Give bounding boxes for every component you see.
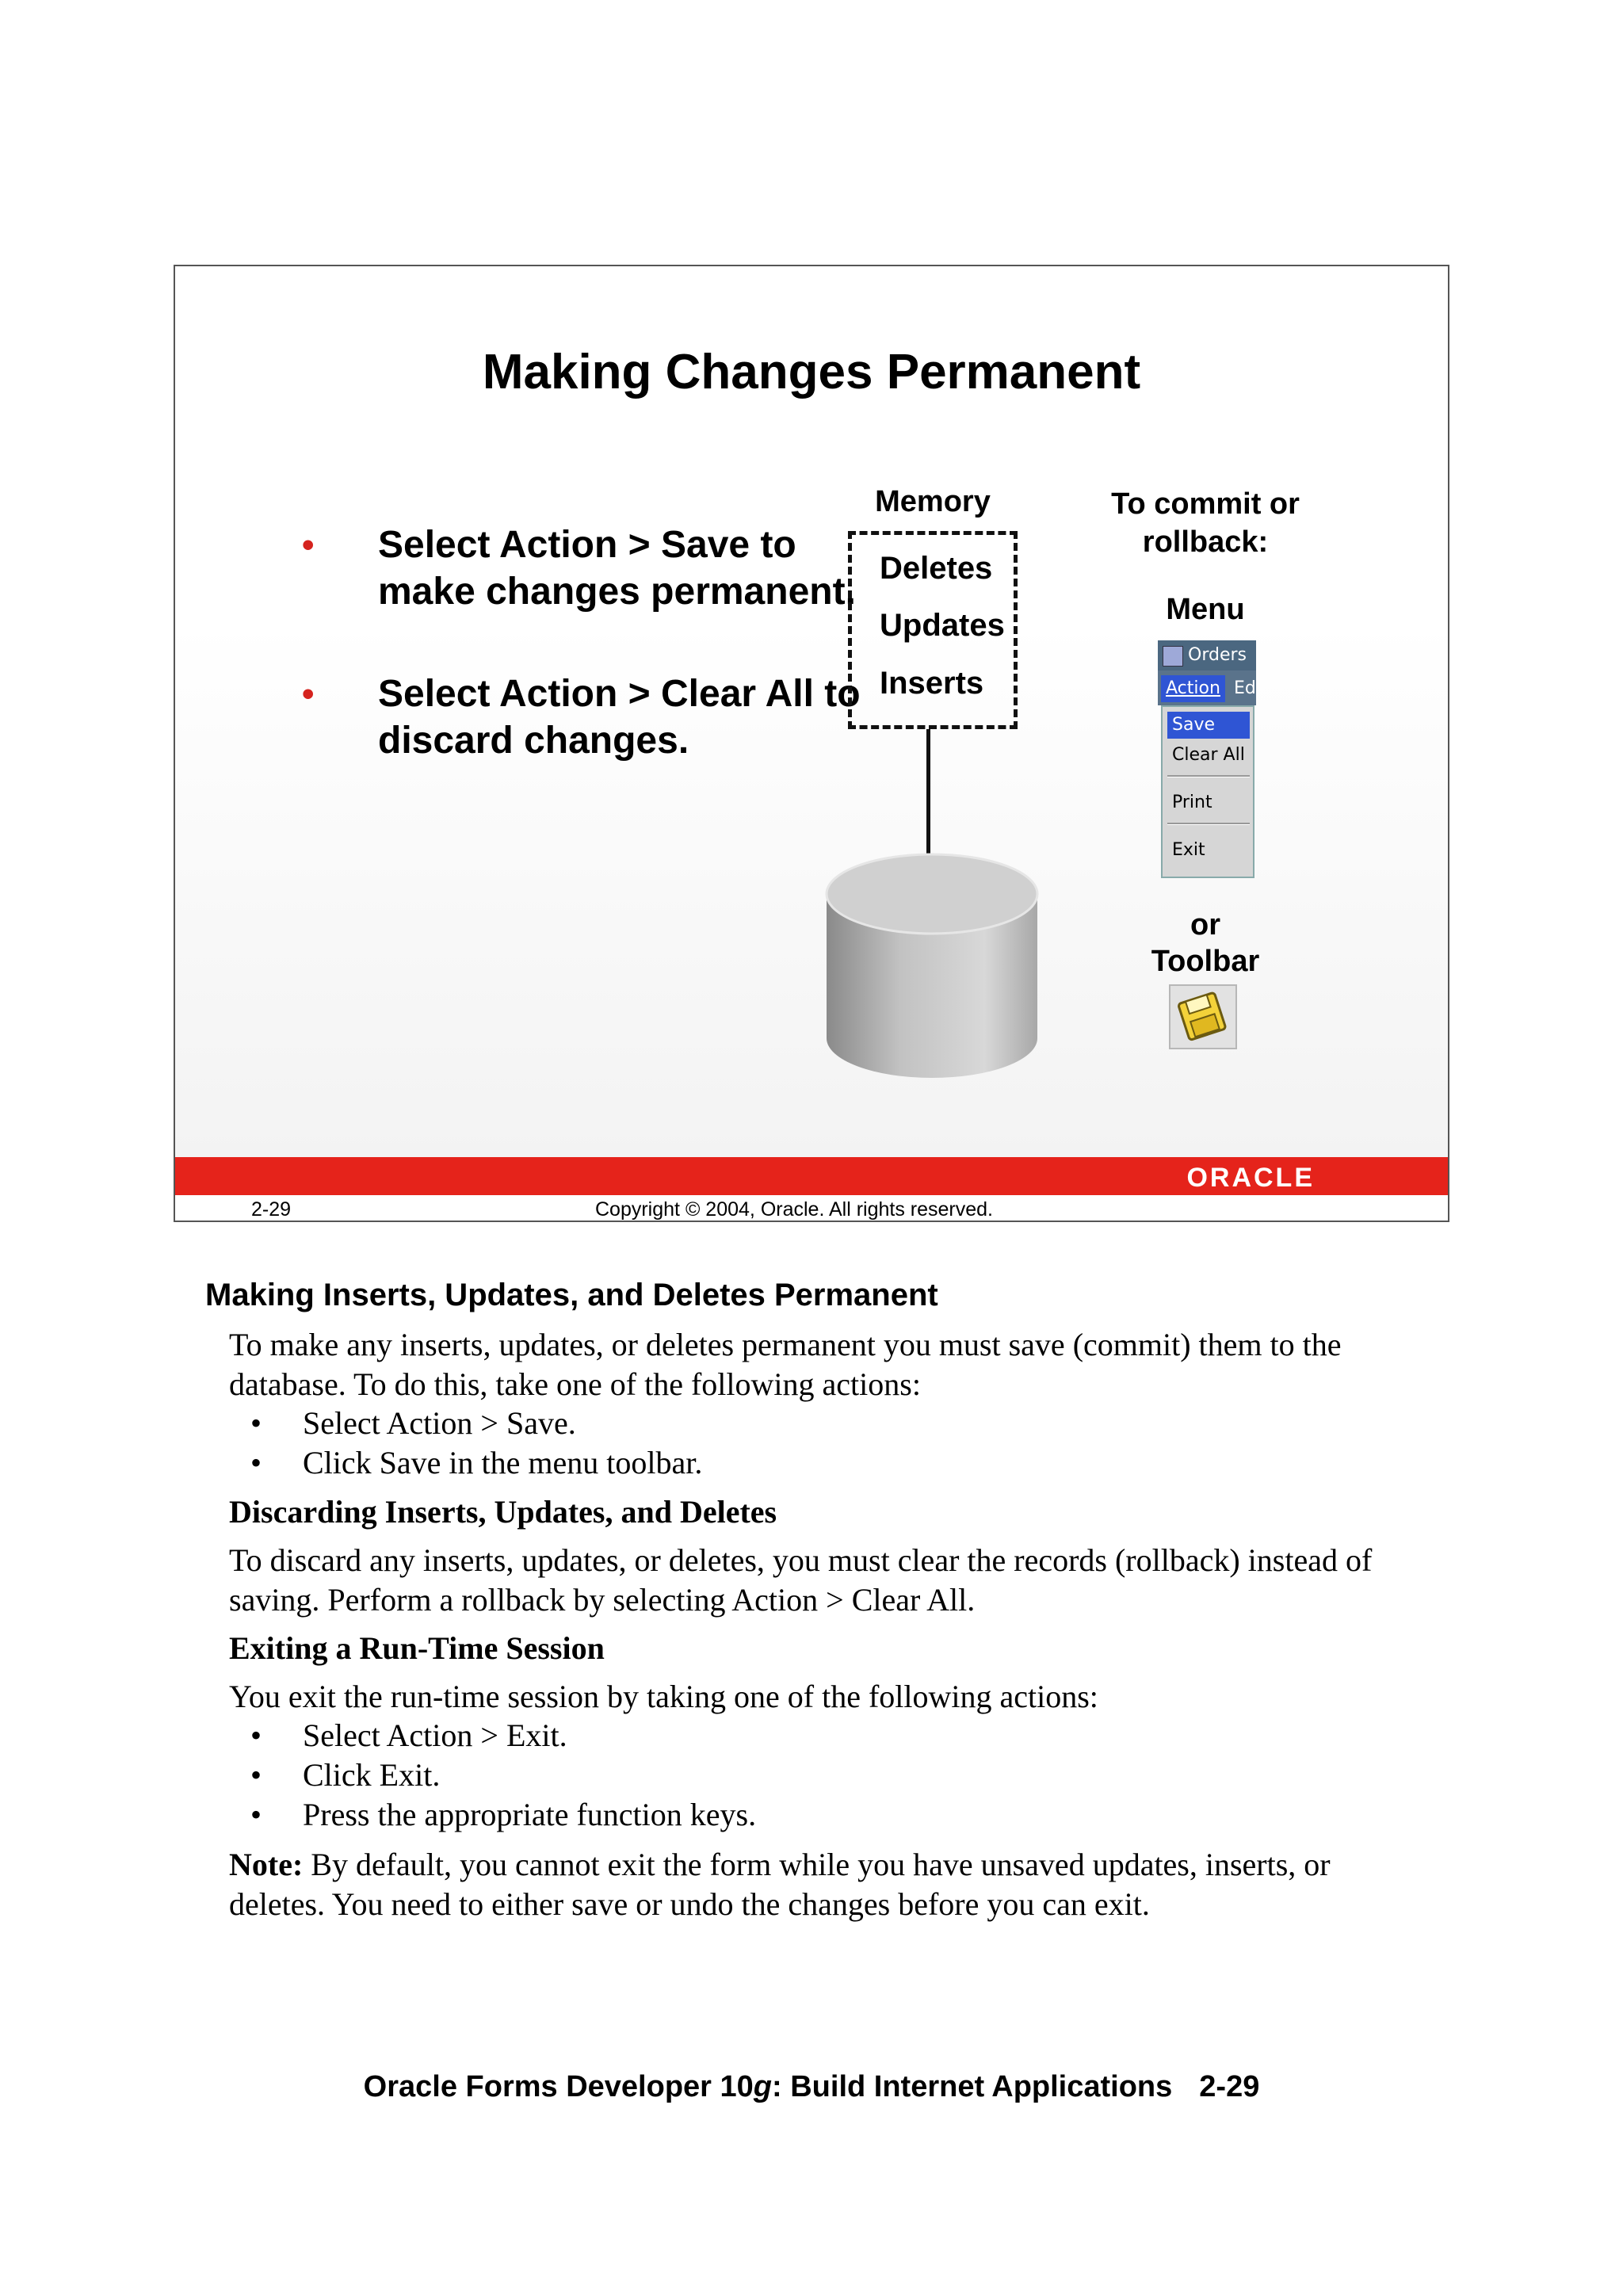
menu-item-save[interactable]: Save: [1167, 712, 1250, 739]
slide-page-number: 2-29: [251, 1198, 292, 1221]
list-item-text: Select Action > Exit.: [303, 1717, 567, 1753]
commit-rollback-label: To commit or rollback:: [1111, 487, 1300, 559]
footer-page-number: 2-29: [1199, 2070, 1260, 2103]
slide-title: Making Changes Permanent: [482, 345, 1141, 399]
discard-line2: saving. Perform a rollback by selecting Action > Clear All.: [229, 1582, 976, 1618]
menu-separator: [1167, 823, 1250, 825]
bullet-marker: •: [302, 525, 315, 564]
bullet-marker: •: [250, 1405, 262, 1441]
window-titlebar: [1158, 640, 1256, 670]
footer-title-italic: g: [753, 2070, 773, 2103]
menu-item-clear-all[interactable]: Clear All: [1172, 745, 1245, 765]
menu-screenshot: [1158, 640, 1256, 878]
notes-intro-line1: To make any inserts, updates, or deletes permanent you must save (commit) them to the: [229, 1327, 1342, 1362]
list-item-text: Click Exit.: [303, 1757, 441, 1793]
app-window-icon: [1163, 646, 1183, 667]
slide: [174, 265, 1449, 1222]
slide-brand-band: [175, 1157, 1448, 1195]
note-line1: [229, 1845, 1434, 1885]
floppy-disk-save-icon: [1170, 986, 1235, 1048]
page-footer: [0, 2070, 1623, 2104]
list-item-text: Click Save in the menu toolbar.: [303, 1445, 703, 1480]
bullet-text: Select Action > Save to make changes permanent.: [378, 524, 856, 613]
discard-line1: To discard any inserts, updates, or deletes, you must clear the records (rollback) instead of: [229, 1542, 1373, 1578]
memory-item-updates: Updates: [880, 608, 1005, 643]
memory-box: [848, 531, 1018, 729]
note-line2: deletes. You need to either save or undo the changes before you can exit.: [229, 1886, 1150, 1922]
bullet-marker: •: [302, 674, 315, 713]
action-menu-dropdown: [1161, 705, 1254, 878]
exit-heading: Exiting a Run-Time Session: [229, 1630, 605, 1666]
menu-item-exit[interactable]: Exit: [1172, 840, 1205, 860]
bullet-marker: •: [250, 1445, 262, 1480]
note-text: By default, you cannot exit the form while you have unsaved updates, inserts, or: [303, 1847, 1331, 1882]
or-label: or: [1190, 908, 1220, 942]
database-cylinder-icon: [817, 848, 1047, 1083]
list-item-text: Select Action > Save.: [303, 1405, 576, 1441]
list-item-text: Press the appropriate function keys.: [303, 1797, 757, 1832]
slide-body: [175, 266, 1448, 1157]
memory-item-deletes: Deletes: [880, 551, 993, 586]
slide-footer: [175, 1195, 1448, 1222]
toolbar-save-button[interactable]: [1169, 984, 1237, 1049]
note-label: Note:: [229, 1847, 304, 1882]
menu-bar-edit[interactable]: Ed: [1234, 678, 1256, 698]
notes-heading: Making Inserts, Updates, and Deletes Permanent: [205, 1278, 938, 1312]
memory-label: Memory: [875, 485, 991, 518]
menu-item-print[interactable]: Print: [1172, 793, 1212, 812]
discard-heading: Discarding Inserts, Updates, and Deletes: [229, 1494, 777, 1530]
exit-intro: You exit the run-time session by taking one of the following actions:: [229, 1679, 1098, 1714]
notes-intro-line2: database. To do this, take one of the following actions:: [229, 1366, 921, 1402]
menu-separator: [1167, 775, 1250, 777]
window-title: Orders: [1188, 645, 1247, 665]
footer-title-rest: : Build Internet Applications: [772, 2070, 1173, 2103]
bullet-marker: •: [250, 1797, 262, 1832]
bullet-text: Select Action > Clear All to discard changes.: [378, 673, 861, 762]
slide-copyright: Copyright © 2004, Oracle. All rights reserved.: [595, 1198, 993, 1221]
menu-bar: [1158, 670, 1256, 705]
footer-title: Oracle Forms Developer 10: [363, 2070, 754, 2103]
toolbar-label: Toolbar: [1151, 945, 1260, 978]
menu-label: Menu: [1166, 593, 1245, 626]
oracle-logo: ORACLE: [1186, 1163, 1315, 1193]
menu-bar-action[interactable]: Action: [1161, 675, 1225, 702]
memory-database-connector: [926, 729, 930, 854]
memory-item-inserts: Inserts: [880, 666, 984, 701]
bullet-marker: •: [250, 1717, 262, 1753]
bullet-marker: •: [250, 1757, 262, 1793]
